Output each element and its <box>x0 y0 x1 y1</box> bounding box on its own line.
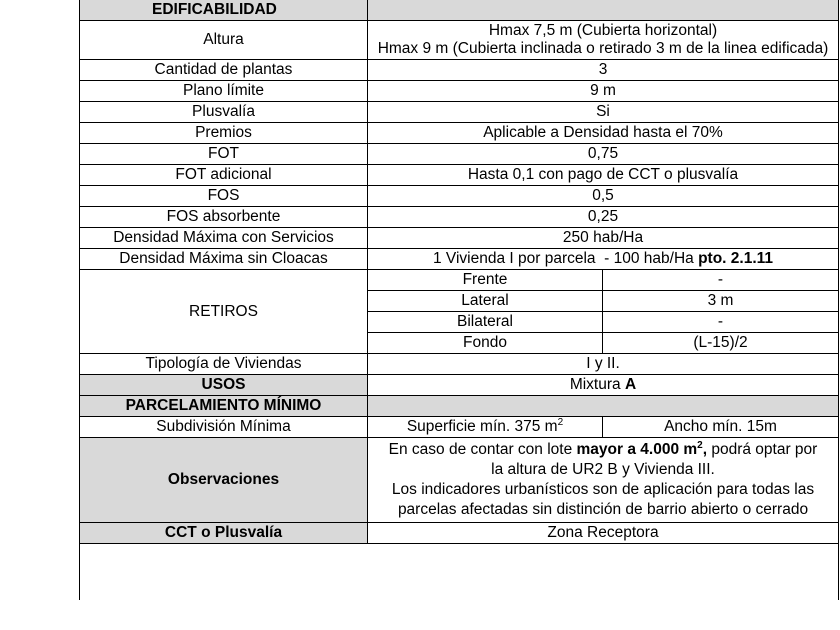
densidad-cloacas-label: Densidad Máxima sin Cloacas <box>80 249 368 270</box>
row-fos-absorbente <box>80 207 839 228</box>
cct-value: Zona Receptora <box>368 523 839 544</box>
row-tipologia <box>80 354 839 375</box>
row-densidad-servicios <box>80 228 839 249</box>
premios-value: Aplicable a Densidad hasta el 70% <box>368 123 839 144</box>
plano-value: 9 m <box>368 81 839 102</box>
fos-label: FOS <box>80 186 368 207</box>
subdivision-ancho: Ancho mín. 15m <box>603 417 839 438</box>
row-fos <box>80 186 839 207</box>
plusvalia-value: Si <box>368 102 839 123</box>
row-plano <box>80 81 839 102</box>
altura-line2: Hmax 9 m (Cubierta inclinada o retirado 3 m de la linea edificada) <box>377 40 829 57</box>
usos-prefix: Mixtura <box>569 376 625 393</box>
obs-p1-d: podrá optar por la altura de UR2 B y Vivienda III. <box>491 441 818 478</box>
row-fot-adicional <box>80 165 839 186</box>
usos-label: USOS <box>80 375 368 396</box>
obs-p1-a: En caso de contar con lote <box>388 441 577 458</box>
row-fot <box>80 144 839 165</box>
fot-adicional-value: Hasta 0,1 con pago de CCT o plusvalía <box>368 165 839 186</box>
tipologia-value: I y II. <box>368 354 839 375</box>
superficie-exp: 2 <box>557 416 564 428</box>
cct-label: CCT o Plusvalía <box>80 523 368 544</box>
fos-value: 0,5 <box>368 186 839 207</box>
superficie-text: Superficie mín. 375 m <box>406 418 558 435</box>
observaciones-value <box>368 438 839 523</box>
fot-label: FOT <box>80 144 368 165</box>
fos-absorbente-label: FOS absorbente <box>80 207 368 228</box>
section-edificabilidad: EDIFICABILIDAD <box>80 0 368 21</box>
fos-absorbente-value: 0,25 <box>368 207 839 228</box>
retiro-value: - <box>603 312 839 333</box>
footer-empty-box <box>80 544 839 601</box>
altura-line1: Hmax 7,5 m (Cubierta horizontal) <box>488 22 718 39</box>
row-retiro-frente <box>80 270 839 291</box>
row-usos <box>80 375 839 396</box>
section-edificabilidad-blank <box>368 0 839 21</box>
retiro-value: (L-15)/2 <box>603 333 839 354</box>
plusvalia-label: Plusvalía <box>80 102 368 123</box>
obs-p1-exp: 2 <box>697 439 703 451</box>
retiro-value: - <box>603 270 839 291</box>
retiro-name: Bilateral <box>368 312 603 333</box>
densidad-servicios-value: 250 hab/Ha <box>368 228 839 249</box>
retiro-name: Lateral <box>368 291 603 312</box>
retiro-name: Fondo <box>368 333 603 354</box>
plano-label: Plano límite <box>80 81 368 102</box>
row-subdivision <box>80 417 839 438</box>
row-plusvalia <box>80 102 839 123</box>
zoning-table <box>79 0 839 600</box>
plantas-value: 3 <box>368 60 839 81</box>
densidad-cloacas-ref: pto. 2.1.11 <box>698 250 774 267</box>
row-edificabilidad <box>80 0 839 21</box>
premios-label: Premios <box>80 123 368 144</box>
row-altura <box>80 21 839 60</box>
altura-label: Altura <box>80 21 368 60</box>
retiros-label: RETIROS <box>80 270 368 354</box>
row-plantas <box>80 60 839 81</box>
densidad-cloacas-value <box>368 249 839 270</box>
subdivision-label: Subdivisión Mínima <box>80 417 368 438</box>
row-cct <box>80 523 839 544</box>
section-parcelamiento: PARCELAMIENTO MÍNIMO <box>80 396 368 417</box>
retiro-value: 3 m <box>603 291 839 312</box>
row-parcelamiento <box>80 396 839 417</box>
plantas-label: Cantidad de plantas <box>80 60 368 81</box>
usos-code: A <box>624 376 637 393</box>
row-densidad-cloacas <box>80 249 839 270</box>
observaciones-p1 <box>386 440 820 480</box>
densidad-cloacas-text: 1 Vivienda I por parcela - 100 hab/Ha <box>432 250 699 267</box>
row-premios <box>80 123 839 144</box>
fot-adicional-label: FOT adicional <box>80 165 368 186</box>
densidad-servicios-label: Densidad Máxima con Servicios <box>80 228 368 249</box>
obs-p1-b: mayor a 4.000 m <box>576 441 698 458</box>
row-observaciones <box>80 438 839 523</box>
usos-value <box>368 375 839 396</box>
fot-value: 0,75 <box>368 144 839 165</box>
retiro-name: Frente <box>368 270 603 291</box>
obs-p1-bold <box>577 441 708 458</box>
observaciones-label: Observaciones <box>80 438 368 523</box>
subdivision-superficie <box>368 417 603 438</box>
tipologia-label: Tipología de Viviendas <box>80 354 368 375</box>
section-parcelamiento-blank <box>368 396 839 417</box>
obs-p1-c: , <box>702 441 708 458</box>
altura-value <box>368 21 839 60</box>
observaciones-p2: Los indicadores urbanísticos son de aplicación para todas las parcelas afectadas sin distinción de barrio abierto o cerrado <box>391 481 815 518</box>
row-footer-box <box>80 544 839 601</box>
